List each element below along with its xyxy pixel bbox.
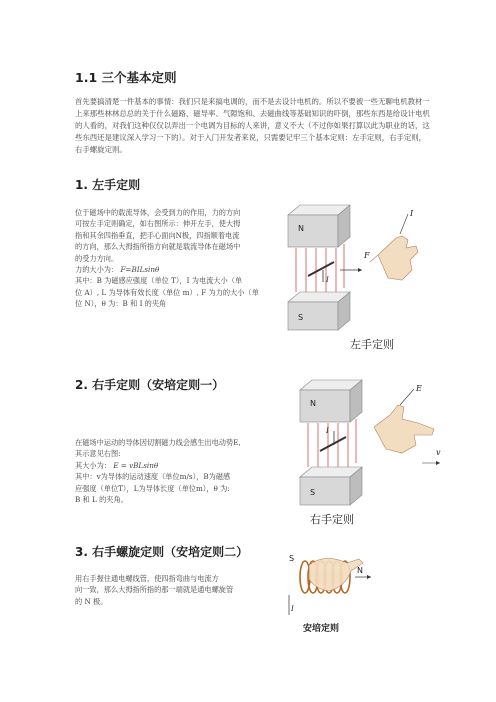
rule1-where-line: 位 A）, L 为导体有效长度（单位 m）, F 为力的大小（单 [75,287,259,297]
section-title: 1.1 三个基本定则 [75,70,177,85]
field-lines [308,419,356,467]
hand-current-arrow [400,214,408,234]
rule3-line: 用右手握住通电螺线管，使四指弯曲与电流方 [75,574,219,583]
figure3-caption: 安培定则 [303,624,340,634]
rule1-heading-text: 左手定则 [92,178,141,192]
magnet-s-pole [300,467,362,505]
right-hand-rule-figure [290,375,445,525]
magnet-s-pole [288,292,350,330]
rule2-where-line: 其中：v为导体的运动速度（单位m/s），B为磁感 [75,472,231,482]
pole-label-n: N [310,399,316,408]
rule2-formula: E = vBLsinθ [113,460,159,470]
pole-label-s: S [310,488,316,497]
rule1-formula-label: 力的大小为： [75,265,119,275]
current-label: I [291,605,294,613]
rule1-body [75,207,285,310]
pole-label-s: S [298,313,304,322]
force-arrowhead [358,268,362,272]
rule1-line: 位于磁场中的载流导体，会受到力的作用，力的方向 [75,208,241,217]
rule3-line: 向一致，那么大拇指所指的那一端就是通电螺旋管 [75,585,234,595]
rule3-body [75,573,285,607]
rule1-line: 的受力方向。 [75,253,119,263]
rule2-heading [75,376,224,393]
rule2-line: 在磁场中运动的导体因切割磁力线会感生出电动势E, [75,438,241,447]
emf-label: E [416,384,422,393]
rule1-heading [75,176,140,193]
rule2-formula-line [75,460,285,471]
rule2-body [75,437,285,505]
rule1-where-line: 其中：B 为磁感应强度（单位 T），I 为电流大小（单 [75,276,243,286]
pole-label-n: N [357,566,363,575]
left-hand-rule-figure [278,200,428,350]
force-label: F [364,251,370,260]
intro-paragraph: 首先要搞清楚一件基本的事情：我们只是来搞电调的，而不是去设计电机的。所以不要被一些无聊电机教材一上来那些林林总总的关于什么磁路、磁导率、气隙饱和、去磁曲线等基础知识的吓倒，那些东西是给设计电机的人看的，对我们这种仅仅以弄出一个电调为目标的人来讲，意义不大（不过你如果打算以此为职业的话，这些东西还是建议深入学习一下的）。对于入门开发者来说，只需要记牢三个基本定则：左手定则，右手定则，右手螺旋定则。 [75,97,430,154]
rule2-heading-text: 右手定则（安培定则一） [92,378,225,392]
pole-label-n: N [298,224,304,233]
figure1-caption: 左手定则 [350,338,394,350]
field-arrowhead [367,575,371,579]
velocity-label: v [436,448,441,457]
right-hand-illustration [374,405,434,453]
rule3-line: 的 N 极。 [75,596,108,606]
right-hand-grip-illustration [309,558,363,591]
rule1-formula: F=BILsinθ [120,265,160,275]
field-lines [296,244,344,292]
left-hand-illustration [370,236,418,280]
rule2-where-line: 应强度（单位T），L为导体长度（单位m），θ 为: [75,483,230,493]
rule1-formula-line [75,264,285,275]
velocity-arrowhead [436,461,440,465]
figure2-caption: 右手定则 [310,513,354,525]
rule2-line: 其示意见右图: [75,449,121,459]
rule1-line: 的方向，那么大拇指所指方向就是载流导体在磁场中 [75,242,241,252]
rule2-heading-number: 2. [75,378,88,392]
hand-current-label: I [410,209,414,218]
rule2-where-line: B 和 L 的夹角。 [75,495,128,505]
rule3-heading-number: 3. [75,545,88,559]
rule1-line: 可按左手定则确定，如右图所示：伸开左手，使大拇 [75,219,241,229]
emf-arrow [400,389,414,405]
rule1-line: 指和其余四指垂直，把手心面向N极，四指顺着电流 [75,230,240,240]
rule2-formula-label: 其大小为： [75,460,111,470]
rule1-heading-number: 1. [75,178,88,192]
conductor-current-label: I [326,276,329,284]
rule3-heading-text: 右手螺旋定则（安培定则二） [92,545,249,559]
conductor [320,437,346,451]
pole-label-s: S [289,554,295,563]
conductor [308,262,334,276]
rule3-heading [75,543,248,560]
rule1-where-line: 位 N），θ 为：B 和 I 的夹角 [75,299,167,309]
solenoid-rule-figure [285,545,375,635]
conductor-current-label: I [326,427,329,435]
